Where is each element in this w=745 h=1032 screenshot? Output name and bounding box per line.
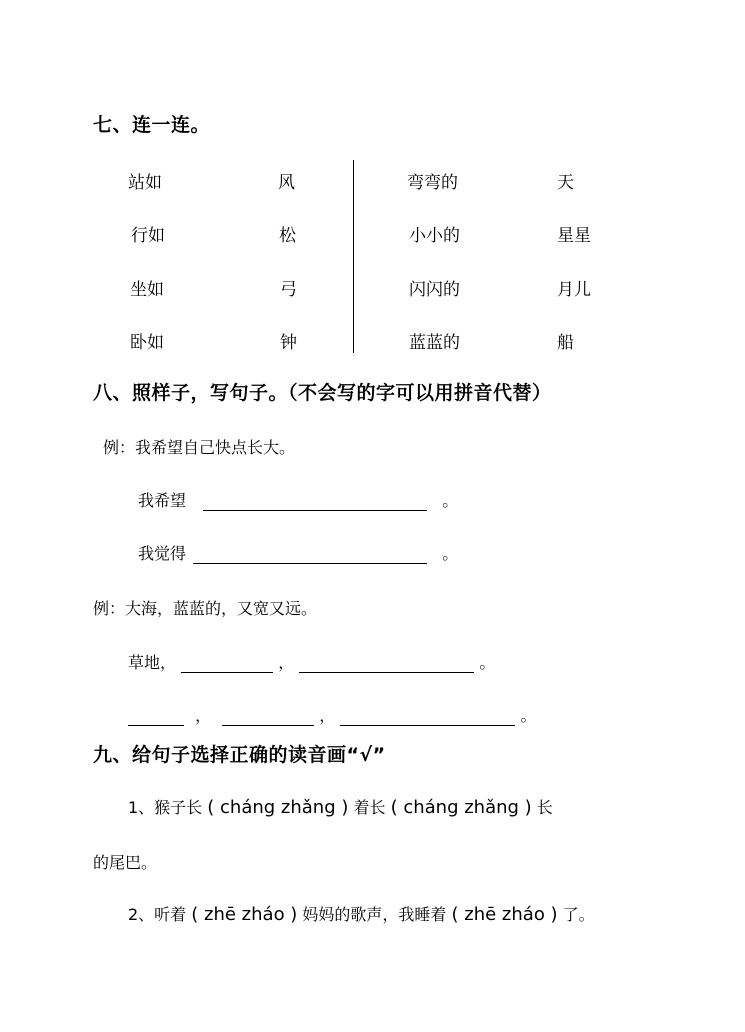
column-divider — [353, 160, 354, 353]
period: 。 — [442, 491, 459, 510]
question-1-text: 1、猴子长 — [128, 798, 203, 817]
fill-line-4 — [128, 703, 537, 726]
question-1-text: 长 — [536, 798, 553, 817]
question-1-line-1 — [128, 795, 553, 818]
period: 。 — [442, 544, 459, 563]
pinyin-choice[interactable]: ( zhē zháo ) — [451, 904, 558, 925]
fill-line-2-prefix: 我觉得 — [138, 544, 187, 563]
question-2-text: 妈妈的歌声，我睡着 — [302, 905, 447, 924]
match-left-item: 站如 — [128, 173, 162, 193]
fill-line-2 — [138, 541, 458, 564]
question-2 — [128, 902, 595, 925]
fill-line-1-prefix: 我希望 — [138, 491, 187, 510]
answer-blank[interactable] — [203, 492, 427, 511]
match-left-target: 弓 — [280, 280, 297, 300]
match-left-item: 行如 — [131, 226, 165, 246]
question-1-text: 着长 — [353, 798, 386, 817]
match-left-item: 卧如 — [130, 333, 164, 353]
match-left-target: 松 — [279, 226, 296, 246]
match-right-item: 闪闪的 — [409, 280, 460, 300]
match-left-target: 钟 — [280, 333, 297, 353]
comma: ， — [319, 706, 336, 725]
period: 。 — [520, 706, 537, 725]
match-right-target: 月儿 — [557, 280, 591, 300]
match-left-target: 风 — [278, 173, 295, 193]
section9-heading: 九、给句子选择正确的读音画“√” — [93, 744, 386, 766]
example-sentence-2: 例：大海，蓝蓝的，又宽又远。 — [93, 599, 318, 618]
answer-blank[interactable] — [181, 654, 273, 673]
comma: ， — [278, 653, 295, 672]
pinyin-choice[interactable]: ( cháng zhǎng ) — [390, 797, 532, 818]
fill-line-3-prefix: 草地， — [128, 653, 177, 672]
answer-blank[interactable] — [340, 707, 515, 726]
match-right-item: 小小的 — [409, 226, 460, 246]
section8-heading: 八、照样子，写句子。（不会写的字可以用拼音代替） — [93, 382, 552, 404]
comma: ， — [195, 706, 212, 725]
pinyin-choice[interactable]: ( zhē zháo ) — [191, 904, 298, 925]
question-2-text: 了。 — [562, 905, 595, 924]
fill-line-1 — [138, 488, 458, 511]
period: 。 — [479, 653, 496, 672]
section7-heading: 七、连一连。 — [93, 114, 211, 136]
question-1-line-2: 的尾巴。 — [93, 853, 158, 872]
match-right-item: 弯弯的 — [407, 173, 458, 193]
match-right-item: 蓝蓝的 — [409, 333, 460, 353]
match-right-target: 船 — [557, 333, 574, 353]
pinyin-choice[interactable]: ( cháng zhǎng ) — [207, 797, 349, 818]
example-sentence-1: 例：我希望自己快点长大。 — [103, 438, 296, 457]
answer-blank[interactable] — [128, 707, 184, 726]
answer-blank[interactable] — [222, 707, 314, 726]
match-left-item: 坐如 — [130, 280, 164, 300]
answer-blank[interactable] — [299, 654, 474, 673]
answer-blank[interactable] — [193, 545, 427, 564]
match-right-target: 天 — [557, 173, 574, 193]
match-right-target: 星星 — [557, 226, 591, 246]
question-2-text: 2、听着 — [128, 905, 187, 924]
fill-line-3 — [128, 650, 495, 673]
